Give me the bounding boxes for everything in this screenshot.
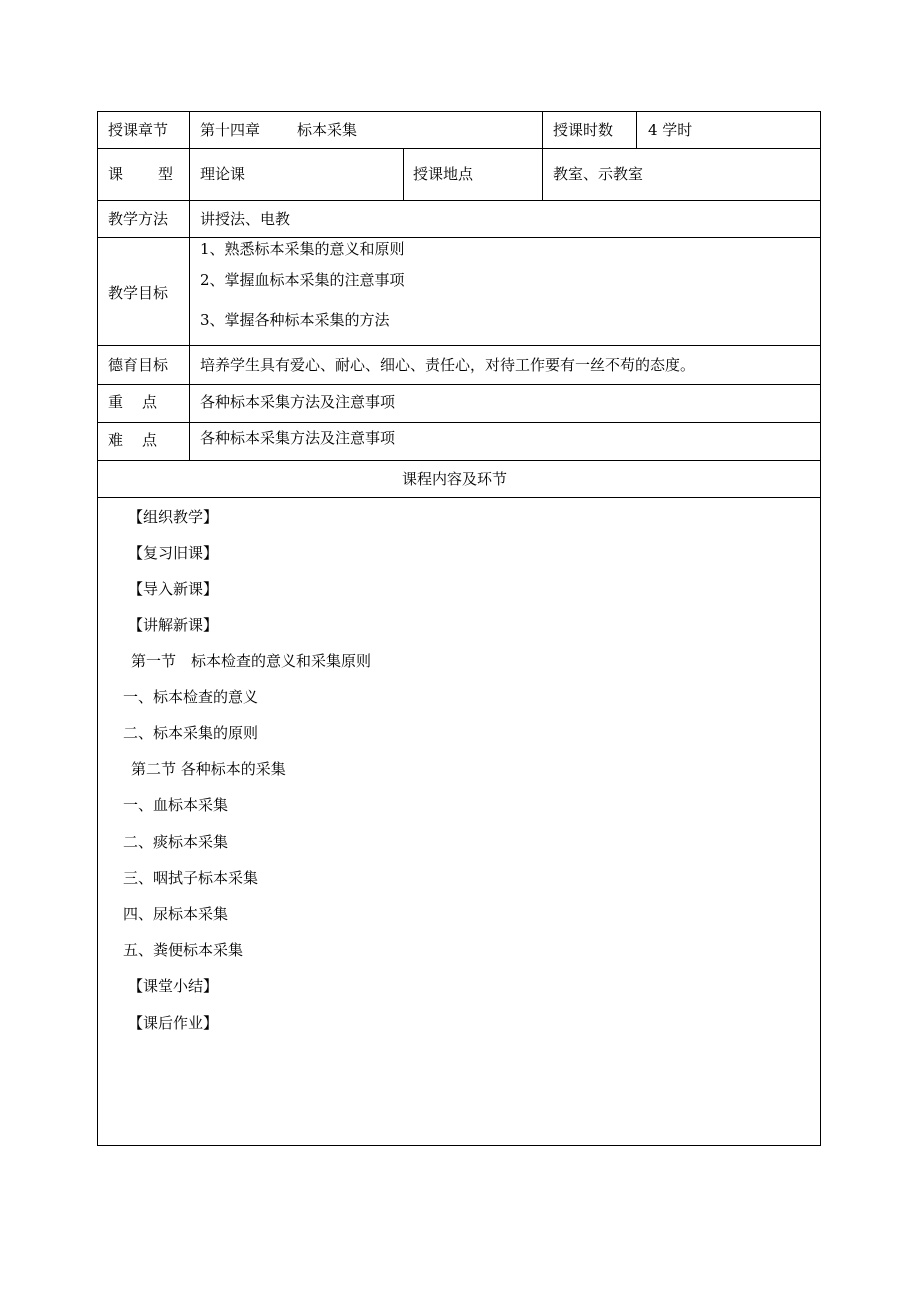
hours-label: 授课时数 xyxy=(553,121,614,139)
content-line: 【导入新课】 xyxy=(128,580,219,598)
location-label: 授课地点 xyxy=(413,165,474,183)
type-label-second: 型 xyxy=(158,165,174,183)
content-line: 【讲解新课】 xyxy=(128,616,219,634)
row-divider xyxy=(98,460,820,461)
row-divider xyxy=(98,497,820,498)
content-line: 【复习旧课】 xyxy=(128,544,219,562)
row-divider xyxy=(98,200,820,201)
section-title: 课程内容及环节 xyxy=(402,470,508,488)
goal-item: 3、掌握各种标本采集的方法 xyxy=(200,311,390,329)
type-value: 理论课 xyxy=(200,165,246,183)
hours-value: 4 学时 xyxy=(648,121,693,139)
location-value: 教室、示教室 xyxy=(553,165,644,183)
method-label: 教学方法 xyxy=(108,210,169,228)
row-divider xyxy=(98,384,820,385)
goal-item: 1、熟悉标本采集的意义和原则 xyxy=(200,240,405,258)
key-label-first: 重 xyxy=(108,393,124,411)
content-line: 第二节 各种标本的采集 xyxy=(131,760,286,778)
row-divider xyxy=(98,345,820,346)
content-line: 一、标本检查的意义 xyxy=(123,688,259,706)
moral-label: 德育目标 xyxy=(108,356,169,374)
content-line: 第一节 标本检查的意义和采集原则 xyxy=(131,652,372,670)
type-label-first: 课 xyxy=(108,165,124,183)
goal-item: 2、掌握血标本采集的注意事项 xyxy=(200,271,405,289)
row-divider xyxy=(98,148,820,149)
content-line: 【课后作业】 xyxy=(128,1014,219,1032)
difficult-value: 各种标本采集方法及注意事项 xyxy=(200,429,396,447)
moral-value: 培养学生具有爱心、耐心、细心、责任心，对待工作要有一丝不苟的态度。 xyxy=(200,356,696,374)
difficult-label-second: 点 xyxy=(142,431,158,449)
content-line: 【课堂小结】 xyxy=(128,977,219,995)
lesson-plan-table xyxy=(97,111,821,1146)
column-divider xyxy=(403,148,404,200)
difficult-label-first: 难 xyxy=(108,431,124,449)
row-divider xyxy=(98,237,820,238)
content-line: 二、痰标本采集 xyxy=(123,833,229,851)
chapter-number: 第十四章 xyxy=(200,121,261,139)
content-line: 三、咽拭子标本采集 xyxy=(123,869,259,887)
chapter-title: 标本采集 xyxy=(297,121,358,139)
chapter-label: 授课章节 xyxy=(108,121,169,139)
content-line: 五、粪便标本采集 xyxy=(123,941,244,959)
content-line: 【组织教学】 xyxy=(128,508,219,526)
content-line: 四、尿标本采集 xyxy=(123,905,229,923)
row-divider xyxy=(98,422,820,423)
column-divider xyxy=(542,112,543,200)
key-label-second: 点 xyxy=(142,393,158,411)
method-value: 讲授法、电教 xyxy=(200,210,291,228)
key-value: 各种标本采集方法及注意事项 xyxy=(200,393,396,411)
goals-label: 教学目标 xyxy=(108,284,169,302)
column-divider xyxy=(189,112,190,460)
column-divider xyxy=(636,112,637,148)
content-line: 一、血标本采集 xyxy=(123,796,229,814)
content-line: 二、标本采集的原则 xyxy=(123,724,259,742)
